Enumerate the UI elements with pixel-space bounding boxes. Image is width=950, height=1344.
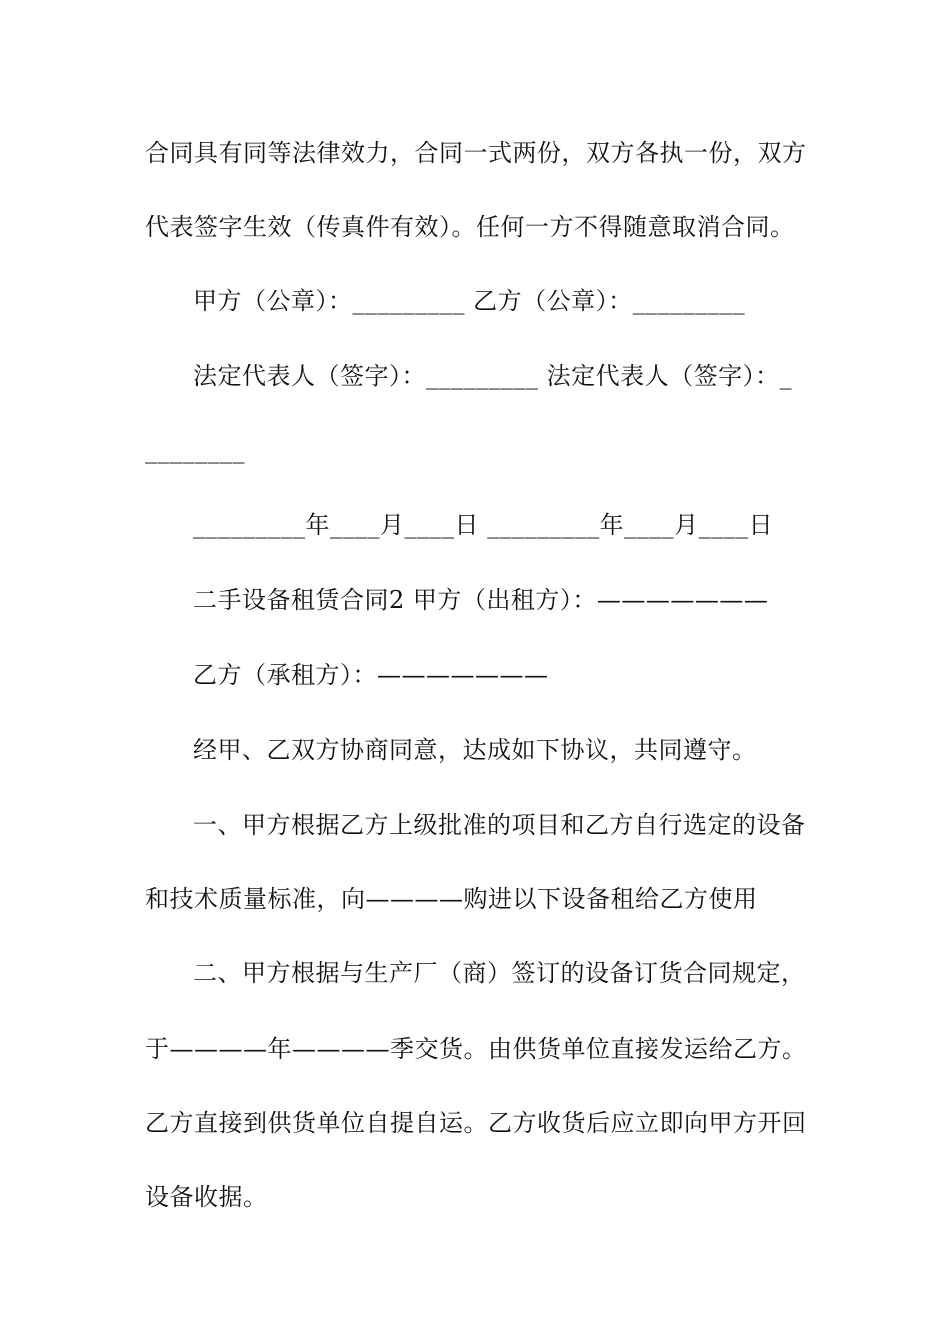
clause-2-line: 于————年————季交货。由供货单位直接发运给乙方。 [145,1035,807,1063]
clause-2-line: 设备收据。 [145,1183,268,1211]
agreement-intro: 经甲、乙双方协商同意，达成如下协议，共同遵守。 [193,736,757,764]
paragraph-line: 合同具有同等法律效力，合同一式两份，双方各执一份，双方 [145,139,807,167]
party-seal-line: 甲方（公章）：_________ 乙方（公章）：_________ [193,287,746,315]
clause-2-line: 二、甲方根据与生产厂（商）签订的设备订货合同规定， [193,959,806,987]
clause-1-line: 一、甲方根据乙方上级批准的项目和乙方自行选定的设备 [193,811,806,839]
signature-blank-continuation: ________ [145,436,245,464]
legal-representative-line: 法定代表人（签字）：_________ 法定代表人（签字）：_ [193,362,793,390]
clause-1-line: 和技术质量标准，向————购进以下设备租给乙方使用 [145,885,758,913]
clause-2-line: 乙方直接到供货单位自提自运。乙方收货后应立即向甲方开回 [145,1109,807,1137]
date-line: _________年____月____日 _________年____月____日 [193,511,774,539]
contract-title-line: 二手设备租赁合同2 甲方（出租方）：——————— [193,586,769,614]
lessee-line: 乙方（承租方）：——————— [193,661,549,689]
paragraph-line: 代表签字生效（传真件有效）。任何一方不得随意取消合同。 [145,213,795,241]
